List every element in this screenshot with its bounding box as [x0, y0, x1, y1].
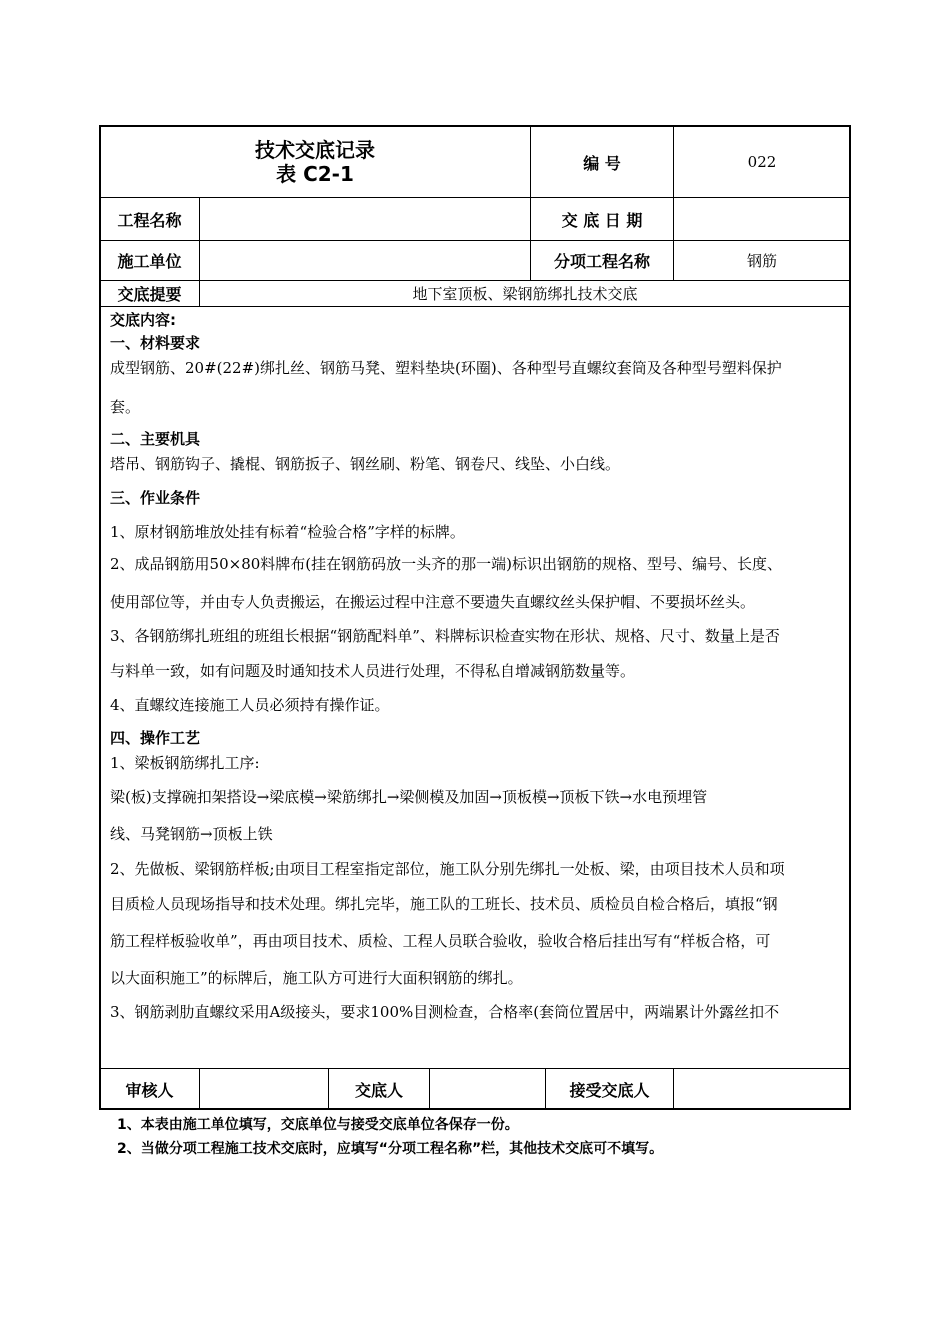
content-line: 1、梁板钢筋绑扎工序: [110, 754, 260, 772]
content-line: 塔吊、钢筋钩子、撬棍、钢筋扳子、钢丝刷、粉笔、钢卷尺、线坠、小白线。 [110, 455, 621, 473]
section-heading: 一、材料要求 [110, 334, 201, 352]
project-name-field [200, 198, 530, 240]
footnote: 1、本表由施工单位填写，交底单位与接受交底单位各保存一份。 [117, 1117, 519, 1133]
content-line: 套。 [110, 398, 141, 416]
row-divider [100, 306, 850, 307]
discloser-label: 交底人 [354, 1080, 403, 1100]
sub-project-label: 分项工程名称 [553, 252, 650, 271]
form-number: 表 C2-1 [276, 162, 354, 186]
project-name-label: 工程名称 [117, 210, 182, 230]
content-line: 与料单一致，如有问题及时通知技术人员进行处理，不得私自增减钢筋数量等。 [110, 662, 636, 680]
content-line: 成型钢筋、20#(22#)绑扎丝、钢筋马凳、塑料垫块(环圈)、各种型号直螺纹套筒及各种型号塑料保护 [110, 359, 782, 377]
date-field [674, 198, 850, 240]
reviewer-field [200, 1069, 328, 1109]
content-line: 线、马凳钢筋→顶板上铁 [110, 825, 273, 843]
content-line: 以大面积施工”的标牌后，施工队方可进行大面积钢筋的绑扎。 [110, 969, 523, 987]
receiver-label: 接受交底人 [569, 1080, 650, 1100]
summary-value: 地下室顶板、梁钢筋绑扎技术交底 [412, 285, 638, 303]
content-line: 2、成品钢筋用50×80料牌布(挂在钢筋码放一头齐的那一端)标识出钢筋的规格、型号、编号、长度、 [110, 555, 782, 573]
content-line: 使用部位等，并由专人负责搬运，在搬运过程中注意不要遗失直螺纹丝头保护帽、不要损坏丝头。 [110, 593, 756, 611]
discloser-field [430, 1069, 545, 1109]
reviewer-label: 审核人 [125, 1080, 174, 1100]
footnote: 2、当做分项工程施工技术交底时，应填写“分项工程名称”栏，其他技术交底可不填写。 [117, 1141, 664, 1157]
content-line: 筋工程样板验收单”，再由项目技术、质检、工程人员联合验收，验收合格后挂出写有“样板合格，可 [110, 932, 771, 950]
code-label: 编 号 [583, 153, 621, 173]
receiver-field [674, 1069, 850, 1109]
section-heading: 三、作业条件 [110, 489, 201, 507]
sub-project-value: 钢筋 [746, 252, 777, 270]
date-label: 交 底 日 期 [561, 210, 643, 230]
construction-unit-field [200, 241, 530, 280]
content-line: 梁(板)支撑碗扣架搭设→梁底模→梁筋绑扎→梁侧模及加固→顶板模→顶板下铁→水电预埋管 [110, 788, 708, 806]
form-title-block [100, 127, 530, 197]
content-line: 4、直螺纹连接施工人员必须持有操作证。 [110, 696, 390, 714]
content-line: 目质检人员现场指导和技术处理。绑扎完毕，施工队的工班长、技术员、质检员自检合格后，填报“钢 [110, 895, 778, 913]
construction-unit-label: 施工单位 [117, 252, 182, 271]
summary-label: 交底提要 [117, 285, 182, 304]
section-heading: 四、操作工艺 [110, 729, 201, 747]
content-line: 2、先做板、梁钢筋样板;由项目工程室指定部位，施工队分别先绑扎一处板、梁，由项目技术人员和项 [110, 860, 785, 878]
content-label: 交底内容: [110, 311, 176, 329]
content-line: 3、各钢筋绑扎班组的班组长根据“钢筋配料单”、料牌标识检查实物在形状、规格、尺寸、数量上是否 [110, 627, 780, 645]
code-value: 022 [747, 153, 777, 171]
content-line: 1、原材钢筋堆放处挂有标着“检验合格”字样的标牌。 [110, 523, 465, 541]
form-title: 技术交底记录 [255, 138, 375, 162]
content-line: 3、钢筋剥肋直螺纹采用A级接头，要求100%目测检查，合格率(套筒位置居中，两端累计外露丝扣不 [110, 1003, 780, 1021]
section-heading: 二、主要机具 [110, 430, 201, 448]
